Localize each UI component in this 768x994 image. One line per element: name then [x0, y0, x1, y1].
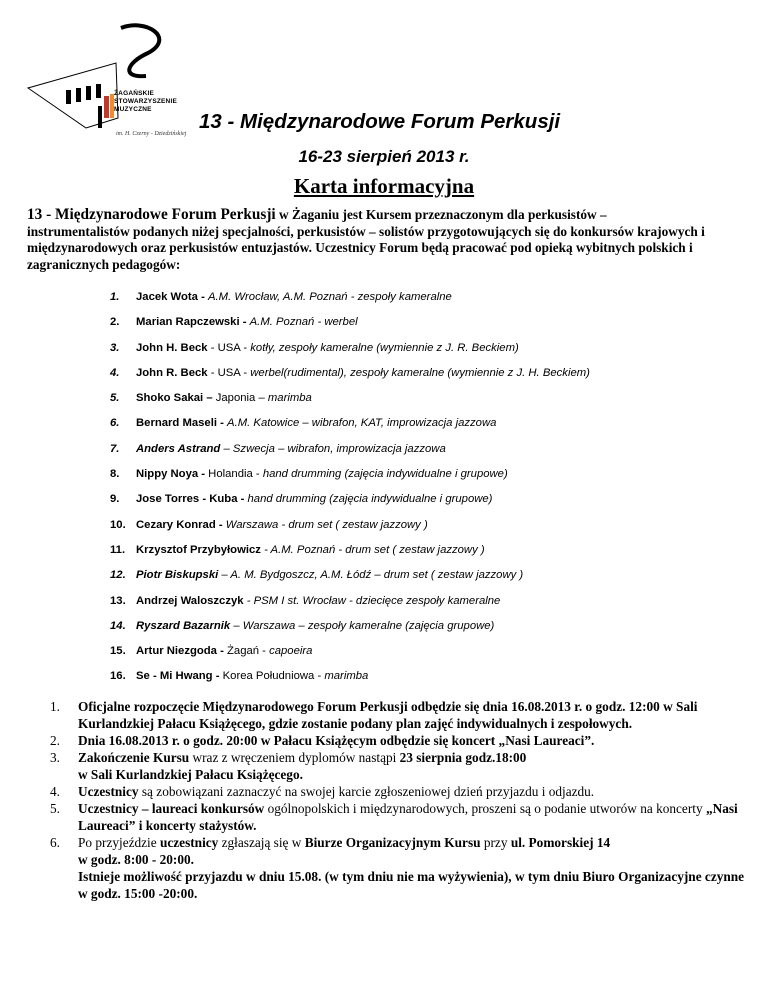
intro-paragraph — [27, 207, 747, 274]
teacher-specialty: capoeira — [269, 645, 313, 658]
logo-signature: im. H. Czerny - Dziedzińskiej — [116, 131, 187, 137]
organization-logo — [26, 18, 226, 138]
teacher-name: Nippy Noya - — [136, 468, 206, 481]
teacher-number: 3. — [110, 341, 120, 354]
teacher-number: 7. — [110, 442, 120, 455]
teacher-name: Shoko Sakai – — [136, 392, 213, 405]
teacher-name: Cezary Konrad - — [136, 518, 223, 531]
event-dates: 16-23 sierpień 2013 r. — [298, 147, 470, 166]
teacher-item — [110, 386, 590, 411]
teacher-number: 16. — [110, 670, 126, 683]
teacher-country: - USA - — [207, 341, 251, 354]
teacher-name: Artur Niezgoda - — [136, 645, 224, 658]
teacher-item — [110, 538, 590, 563]
teacher-item — [110, 361, 590, 386]
teacher-country: Holandia - — [205, 468, 263, 481]
teacher-number: 10. — [110, 518, 126, 531]
teacher-specialty: hand drumming (zajęcia indywidualne i grupowe) — [244, 493, 493, 506]
teacher-number: 9. — [110, 493, 120, 506]
teacher-specialty: – Warszawa – zespoły kameralne (zajęcia grupowe) — [230, 619, 495, 632]
teacher-name: Piotr Biskupski — [136, 569, 219, 582]
teacher-number: 2. — [110, 316, 120, 329]
info-item-2: 2. Dnia 16.08.2013 r. o godz. 20:00 w Pałacu Książęcym odbędzie się koncert „Nasi Laureaci”. — [50, 733, 595, 748]
teacher-name: Andrzej Waloszczyk — [136, 594, 244, 607]
info-item-4: 4. Uczestnicy są zobowiązani zaznaczyć na swojej karcie zgłoszeniowej dzień przyjazdu i odjazdu. — [50, 784, 595, 799]
info-item-5: 5. Uczestnicy – laureaci konkursów ogólnopolskich i międzynarodowych, proszeni są o podanie utworów na koncerty „Nasi Laureaci” i koncerty stażystów. — [50, 801, 738, 833]
page-title: 13 - Międzynarodowe Forum Perkusji — [199, 110, 561, 133]
card-title: Karta informacyjna — [293, 174, 475, 198]
teacher-item — [110, 639, 590, 664]
teacher-country: - USA - — [207, 366, 251, 379]
organization-name: ŻAGAŃSKIE STOWARZYSZENIE MUZYCZNE — [114, 90, 177, 113]
teacher-specialty: marimba — [324, 670, 369, 683]
teacher-specialty: – A. M. Bydgoszcz, A.M. Łódź – drum set ( zestaw jazzowy ) — [218, 569, 524, 582]
teacher-item — [110, 487, 590, 512]
teacher-number: 13. — [110, 594, 126, 607]
teacher-number: 5. — [110, 392, 120, 405]
teacher-number: 8. — [110, 468, 120, 481]
teacher-name: John R. Beck — [136, 366, 208, 379]
teacher-item — [110, 310, 590, 335]
teacher-item — [110, 664, 590, 689]
teacher-name: Jose Torres - Kuba - — [136, 493, 245, 506]
teacher-item — [110, 285, 590, 310]
teachers-list — [110, 285, 590, 690]
teacher-name: Ryszard Bazarnik — [136, 619, 231, 632]
teacher-specialty: werbel(rudimental), zespoły kameralne (wymiennie z J. H. Beckiem) — [250, 366, 590, 379]
teacher-specialty: A.M. Wrocław, A.M. Poznań - zespoły kameralne — [208, 291, 452, 303]
teacher-item — [110, 589, 590, 614]
teacher-name: John H. Beck — [136, 341, 208, 354]
teacher-number: 1. — [110, 291, 120, 303]
teacher-country: Japonia – — [212, 392, 268, 405]
teacher-name: Se - Mi Hwang - — [136, 670, 220, 683]
intro-body: instrumentalistów podanych niżej specjalności, perkusistów – solistów przygotowujących się do konkursów krajowych i międzynarodowych oraz perkusistów entuzjastów. Uczestnicy Forum będą pracować pod opieką wybitnych polskich i zagranicznych pedagogów: — [27, 223, 705, 273]
teacher-name: Krzysztof Przybyłowicz — [136, 543, 261, 556]
teacher-specialty: – Szwecja – wibrafon, improwizacja jazzowa — [220, 442, 446, 455]
teacher-number: 4. — [110, 366, 120, 379]
info-item-3: 3. Zakończenie Kursu wraz z wręczeniem dyplomów nastąpi 23 sierpnia godz.18:00 w Sali Kurlandzkiej Pałacu Książęcego. — [50, 750, 527, 782]
info-item-1: 1. Oficjalne rozpoczęcie Międzynarodowego Forum Perkusji odbędzie się dnia 16.08.2013 r. o godz. 12:00 w Sali Kurlandzkiej Pałacu Książęcego, gdzie zostanie podany plan zajęć indywidualnych i zespołowych. — [50, 699, 698, 731]
intro-lead: 13 - Międzynarodowe Forum Perkusji — [27, 206, 276, 223]
teacher-specialty: Warszawa - drum set ( zestaw jazzowy ) — [222, 518, 428, 531]
teacher-item — [110, 411, 590, 436]
teacher-item — [110, 336, 590, 361]
piano-logo-graphic — [26, 18, 226, 138]
teacher-specialty: kotły, zespoły kameralne (wymiennie z J. R. Beckiem) — [250, 341, 519, 354]
intro-lead-rest: w Żaganiu jest Kursem przeznaczonym dla perkusistów – — [275, 207, 607, 222]
teacher-specialty: - PSM I st. Wrocław - dziecięce zespoły kameralne — [243, 594, 501, 607]
teacher-number: 6. — [110, 417, 120, 430]
teacher-item — [110, 462, 590, 487]
teacher-number: 14. — [110, 619, 126, 632]
teacher-name: Jacek Wota - — [136, 291, 208, 303]
teacher-item — [110, 563, 590, 588]
info-item-6: 6. Po przyjeździe uczestnicy zgłaszają się w Biurze Organizacyjnym Kursu przy ul. Pomorskiej 14 w godz. 8:00 - 20:00. Istnieje możliwość przyjazdu w dniu 15.08. (w tym dniu nie ma wyżywienia), w tym dniu Biuro Organizacyjne czynne w godz. 15:00 -20:00. — [50, 835, 745, 901]
teacher-number: 11. — [110, 543, 126, 556]
teacher-country: Korea Południowa - — [219, 670, 325, 683]
teacher-specialty: marimba — [267, 392, 312, 405]
teacher-item — [110, 437, 590, 462]
teacher-name: Marian Rapczewski - — [136, 316, 250, 329]
teacher-item — [110, 513, 590, 538]
teacher-name: Bernard Maseli - — [136, 417, 228, 430]
teacher-specialty: - A.M. Poznań - drum set ( zestaw jazzowy ) — [260, 543, 485, 556]
teacher-name: Anders Astrand — [136, 442, 221, 455]
teacher-specialty: hand drumming (zajęcia indywidualne i grupowe) — [262, 468, 508, 481]
info-list — [50, 698, 750, 902]
teacher-number: 15. — [110, 645, 126, 658]
teacher-specialty: A.M. Poznań - werbel — [249, 316, 358, 329]
teacher-specialty: A.M. Katowice – wibrafon, KAT, improwizacja jazzowa — [227, 417, 497, 430]
teacher-item — [110, 614, 590, 639]
teacher-number: 12. — [110, 569, 126, 582]
teacher-country: Żagań - — [223, 645, 270, 658]
